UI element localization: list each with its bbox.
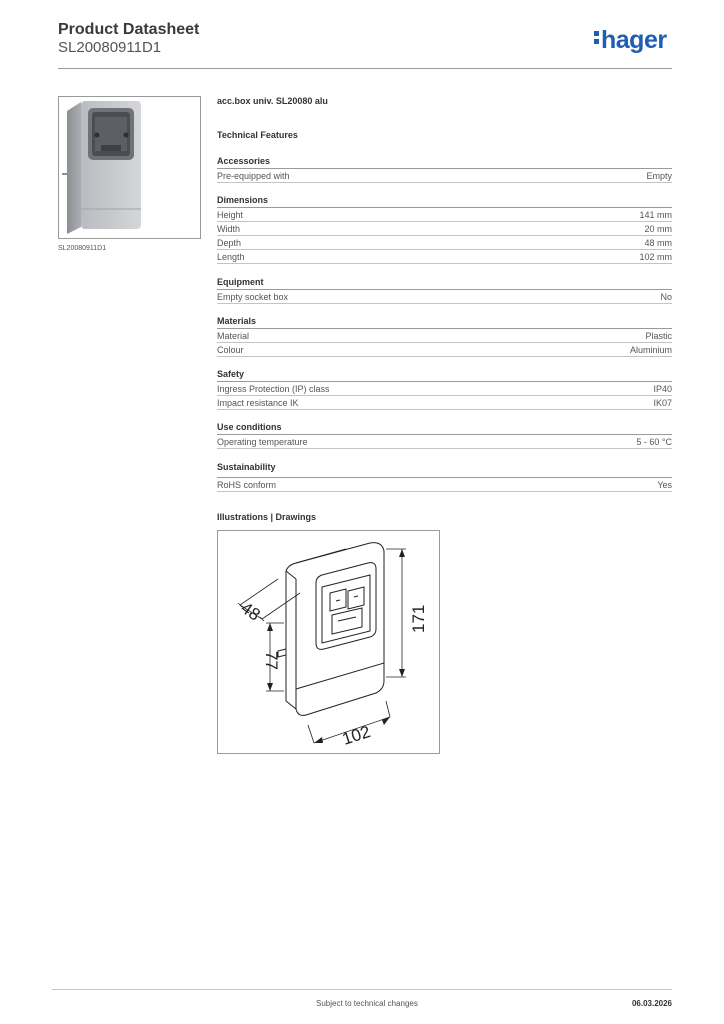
row-divider bbox=[217, 491, 672, 492]
spec-row bbox=[217, 478, 672, 492]
spec-row bbox=[217, 329, 672, 343]
row-divider bbox=[217, 448, 672, 449]
spec-row bbox=[217, 343, 672, 357]
row-divider bbox=[217, 303, 672, 304]
section-title-safety: Safety bbox=[217, 369, 245, 379]
section-title-materials: Materials bbox=[217, 316, 257, 326]
footer-date: 06.03.2026 bbox=[631, 999, 672, 1008]
spec-row bbox=[217, 396, 672, 410]
spec-value: 141 mm bbox=[639, 210, 672, 220]
row-divider bbox=[217, 182, 672, 183]
product-photo-frame bbox=[58, 96, 201, 239]
logo-dots-icon bbox=[594, 26, 599, 46]
photo-caption: SL20080911D1 bbox=[58, 245, 107, 252]
spec-value: 20 mm bbox=[644, 224, 672, 234]
spec-row bbox=[217, 222, 672, 236]
spec-row bbox=[217, 208, 672, 222]
spec-row bbox=[217, 435, 672, 449]
spec-label: Length bbox=[217, 252, 245, 262]
section-title-use-conditions: Use conditions bbox=[217, 422, 282, 432]
header-divider bbox=[58, 68, 672, 69]
illustrations-heading: Illustrations | Drawings bbox=[217, 512, 317, 522]
spec-label: Empty socket box bbox=[217, 292, 289, 302]
dim-length-label: 102 bbox=[339, 721, 373, 749]
spec-value: Empty bbox=[646, 171, 672, 181]
product-name: acc.box univ. SL20080 alu bbox=[217, 96, 328, 106]
spec-label: Colour bbox=[217, 345, 244, 355]
spec-value: No bbox=[660, 292, 672, 302]
spec-value: IP40 bbox=[653, 384, 672, 394]
spec-value: Yes bbox=[657, 480, 672, 490]
footer-note: Subject to technical changes bbox=[316, 999, 418, 1008]
spec-label: Operating temperature bbox=[217, 437, 308, 447]
product-photo bbox=[59, 97, 200, 238]
spec-value: 102 mm bbox=[639, 252, 672, 262]
spec-label: Height bbox=[217, 210, 244, 220]
spec-label: Ingress Protection (IP) class bbox=[217, 384, 330, 394]
spec-row bbox=[217, 169, 672, 183]
spec-label: Width bbox=[217, 224, 241, 234]
hager-logo bbox=[594, 26, 667, 55]
spec-label: Material bbox=[217, 331, 250, 341]
spec-row bbox=[217, 290, 672, 304]
spec-value: Aluminium bbox=[629, 345, 672, 355]
page-title: Product Datasheet bbox=[58, 21, 200, 38]
spec-label: RoHS conform bbox=[217, 480, 277, 490]
section-title-equipment: Equipment bbox=[217, 277, 264, 287]
dim-depth-label: 48 bbox=[237, 598, 264, 625]
spec-row bbox=[217, 250, 672, 264]
spec-value: 5 - 60 °C bbox=[636, 437, 672, 447]
technical-drawing-frame bbox=[217, 530, 440, 754]
section-title-dimensions: Dimensions bbox=[217, 195, 269, 205]
footer-divider bbox=[52, 989, 672, 990]
spec-label: Depth bbox=[217, 238, 242, 248]
dim-height-label: 171 bbox=[409, 604, 428, 633]
row-divider bbox=[217, 356, 672, 357]
spec-value: IK07 bbox=[653, 398, 672, 408]
section-title-accessories: Accessories bbox=[217, 156, 271, 166]
product-code: SL20080911D1 bbox=[58, 39, 162, 56]
logo-text: hager bbox=[601, 26, 667, 54]
spec-label: Impact resistance IK bbox=[217, 398, 299, 408]
row-divider bbox=[217, 409, 672, 410]
dim-offset-label: 77 bbox=[262, 651, 281, 670]
section-title-sustainability: Sustainability bbox=[217, 462, 276, 472]
spec-row bbox=[217, 236, 672, 250]
spec-row bbox=[217, 382, 672, 396]
technical-drawing bbox=[218, 531, 439, 753]
spec-value: 48 mm bbox=[644, 238, 672, 248]
row-divider bbox=[217, 263, 672, 264]
technical-features-heading: Technical Features bbox=[217, 130, 298, 140]
spec-value: Plastic bbox=[645, 331, 672, 341]
spec-label: Pre-equipped with bbox=[217, 171, 290, 181]
